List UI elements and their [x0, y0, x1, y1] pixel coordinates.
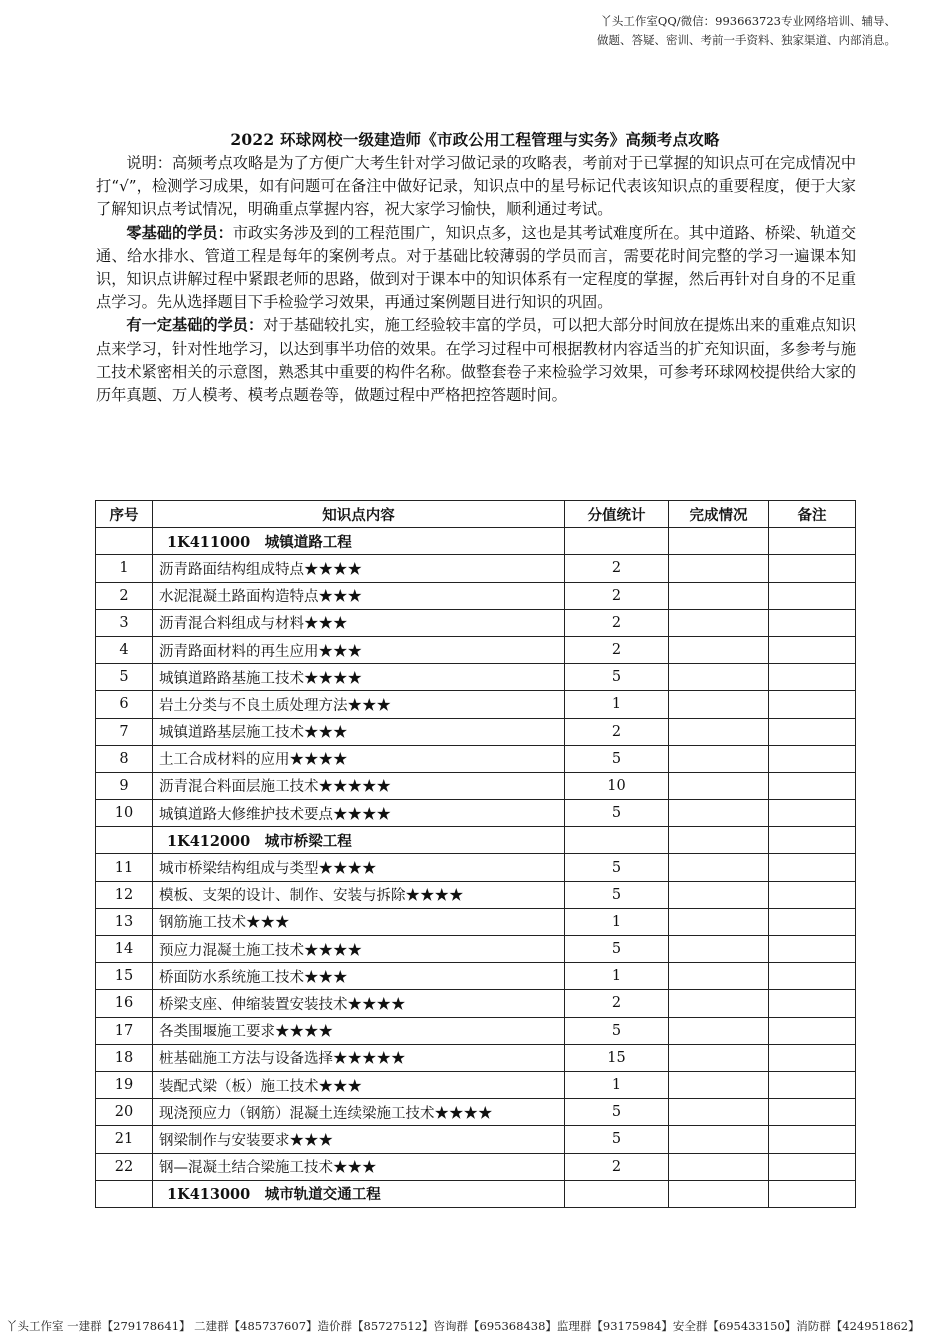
completion-cell[interactable] — [669, 1071, 769, 1098]
completion-cell[interactable] — [669, 691, 769, 718]
row-number: 6 — [96, 691, 153, 718]
table-row — [96, 555, 856, 582]
completion-cell[interactable] — [669, 1180, 769, 1207]
table-row — [96, 1099, 856, 1126]
knowledge-point: 土工合成材料的应用★★★★ — [153, 745, 565, 772]
note-cell[interactable] — [769, 800, 856, 827]
score-value: 2 — [565, 1153, 669, 1180]
table-row — [96, 1071, 856, 1098]
intro-text — [96, 152, 856, 407]
score-value: 2 — [565, 990, 669, 1017]
row-number: 14 — [96, 936, 153, 963]
row-number: 11 — [96, 854, 153, 881]
completion-cell[interactable] — [669, 827, 769, 854]
note-cell[interactable] — [769, 1044, 856, 1071]
row-number: 19 — [96, 1071, 153, 1098]
completion-cell[interactable] — [669, 772, 769, 799]
note-cell[interactable] — [769, 1017, 856, 1044]
row-number: 1 — [96, 555, 153, 582]
row-number: 7 — [96, 718, 153, 745]
some-basis-label: 有一定基础的学员： — [126, 316, 264, 335]
completion-cell[interactable] — [669, 990, 769, 1017]
completion-cell[interactable] — [669, 1153, 769, 1180]
knowledge-point: 沥青混合料面层施工技术★★★★★ — [153, 772, 565, 799]
knowledge-point: 城市桥梁结构组成与类型★★★★ — [153, 854, 565, 881]
row-number: 15 — [96, 963, 153, 990]
row-number: 10 — [96, 800, 153, 827]
note-cell[interactable] — [769, 881, 856, 908]
completion-cell[interactable] — [669, 908, 769, 935]
knowledge-point: 预应力混凝土施工技术★★★★ — [153, 936, 565, 963]
knowledge-point: 模板、支架的设计、制作、安装与拆除★★★★ — [153, 881, 565, 908]
note-cell[interactable] — [769, 990, 856, 1017]
row-number: 13 — [96, 908, 153, 935]
score-value: 5 — [565, 936, 669, 963]
note-cell[interactable] — [769, 691, 856, 718]
table-row — [96, 963, 856, 990]
row-number: 16 — [96, 990, 153, 1017]
footer-groups: 丫头工作室 一建群【279178641】 二建群【485737607】造价群【85727512】咨询群【695368438】监理群【93175984】安全群【695433150】消防群【424951862】 — [6, 1319, 920, 1333]
knowledge-point: 装配式梁（板）施工技术★★★ — [153, 1071, 565, 1098]
intro-paragraph-2 — [96, 222, 856, 315]
zero-basis-label: 零基础的学员： — [126, 223, 233, 242]
completion-cell[interactable] — [669, 582, 769, 609]
row-number: 17 — [96, 1017, 153, 1044]
table-row — [96, 636, 856, 663]
knowledge-point: 钢梁制作与安装要求★★★ — [153, 1126, 565, 1153]
score-value: 1 — [565, 691, 669, 718]
completion-cell[interactable] — [669, 1099, 769, 1126]
row-number: 18 — [96, 1044, 153, 1071]
score-value: 10 — [565, 772, 669, 799]
score-value: 2 — [565, 636, 669, 663]
knowledge-table — [95, 500, 856, 1208]
row-number: 21 — [96, 1126, 153, 1153]
header-note — [376, 12, 896, 50]
completion-cell[interactable] — [669, 528, 769, 555]
header-note: 备注 — [769, 501, 856, 528]
table-row — [96, 664, 856, 691]
score-value: 2 — [565, 609, 669, 636]
score-value: 5 — [565, 881, 669, 908]
zero-basis-text: 市政实务涉及到的工程范围广，知识点多，这也是其考试难度所在。其中道路、桥梁、轨道交通、给水排水、管道工程是每年的案例考点。对于基础比较薄弱的学员而言，需要花时间完整的学习一遍课本知识，知识点讲解过程中紧跟老师的思路，做到对于课本中的知识体系有一定程度的掌握，然后再针对自身的不足重点学习。先从选择题目下手检验学习效果，再通过案例题目进行知识的巩固。 — [96, 223, 857, 312]
table-row — [96, 800, 856, 827]
knowledge-point: 水泥混凝土路面构造特点★★★ — [153, 582, 565, 609]
row-number: 4 — [96, 636, 153, 663]
table-row — [96, 745, 856, 772]
table-row — [96, 609, 856, 636]
row-number: 3 — [96, 609, 153, 636]
row-number: 8 — [96, 745, 153, 772]
knowledge-point: 沥青混合料组成与材料★★★ — [153, 609, 565, 636]
row-number: 12 — [96, 881, 153, 908]
row-number — [96, 528, 153, 555]
knowledge-point: 沥青路面材料的再生应用★★★ — [153, 636, 565, 663]
score-value: 5 — [565, 1017, 669, 1044]
table-row — [96, 881, 856, 908]
header-no: 序号 — [96, 501, 153, 528]
table-row — [96, 1126, 856, 1153]
note-cell[interactable] — [769, 664, 856, 691]
table-row — [96, 908, 856, 935]
score-value: 5 — [565, 800, 669, 827]
score-value — [565, 528, 669, 555]
completion-cell[interactable] — [669, 963, 769, 990]
completion-cell[interactable] — [669, 1044, 769, 1071]
note-cell[interactable] — [769, 1126, 856, 1153]
score-value — [565, 1180, 669, 1207]
completion-cell[interactable] — [669, 718, 769, 745]
completion-cell[interactable] — [669, 555, 769, 582]
score-value: 5 — [565, 664, 669, 691]
knowledge-point: 城镇道路大修维护技术要点★★★★ — [153, 800, 565, 827]
score-value: 2 — [565, 555, 669, 582]
row-number: 20 — [96, 1099, 153, 1126]
section-row — [96, 827, 856, 854]
score-value: 5 — [565, 1126, 669, 1153]
completion-cell[interactable] — [669, 881, 769, 908]
note-cell[interactable] — [769, 1180, 856, 1207]
knowledge-point: 现浇预应力（钢筋）混凝土连续梁施工技术★★★★ — [153, 1099, 565, 1126]
table-row — [96, 772, 856, 799]
knowledge-point: 桩基础施工方法与设备选择★★★★★ — [153, 1044, 565, 1071]
header-line-2: 做题、答疑、密训、考前一手资料、独家渠道、内部消息。 — [597, 33, 896, 47]
note-cell[interactable] — [769, 745, 856, 772]
note-cell[interactable] — [769, 854, 856, 881]
page-title: 2022 环球网校一级建造师《市政公用工程管理与实务》高频考点攻略 — [230, 130, 720, 149]
header-content: 知识点内容 — [153, 501, 565, 528]
score-value: 2 — [565, 718, 669, 745]
table-row — [96, 990, 856, 1017]
knowledge-point: 1K411000 城镇道路工程 — [153, 528, 565, 555]
score-value: 2 — [565, 582, 669, 609]
note-cell[interactable] — [769, 1071, 856, 1098]
note-cell[interactable] — [769, 582, 856, 609]
table-row — [96, 936, 856, 963]
knowledge-point: 城镇道路基层施工技术★★★ — [153, 718, 565, 745]
knowledge-point: 钢—混凝土结合梁施工技术★★★ — [153, 1153, 565, 1180]
section-row — [96, 1180, 856, 1207]
table-row — [96, 1153, 856, 1180]
completion-cell[interactable] — [669, 636, 769, 663]
table-row — [96, 854, 856, 881]
knowledge-point: 岩土分类与不良土质处理方法★★★ — [153, 691, 565, 718]
score-value: 1 — [565, 1071, 669, 1098]
header-score: 分值统计 — [565, 501, 669, 528]
row-number — [96, 827, 153, 854]
note-cell[interactable] — [769, 1099, 856, 1126]
score-value: 1 — [565, 963, 669, 990]
table-row — [96, 1044, 856, 1071]
row-number: 22 — [96, 1153, 153, 1180]
note-cell[interactable] — [769, 636, 856, 663]
knowledge-point: 沥青路面结构组成特点★★★★ — [153, 555, 565, 582]
score-value: 5 — [565, 1099, 669, 1126]
knowledge-point: 1K412000 城市桥梁工程 — [153, 827, 565, 854]
knowledge-point: 城镇道路路基施工技术★★★★ — [153, 664, 565, 691]
note-cell[interactable] — [769, 963, 856, 990]
note-cell[interactable] — [769, 1153, 856, 1180]
note-cell[interactable] — [769, 528, 856, 555]
table-row — [96, 691, 856, 718]
note-cell[interactable] — [769, 936, 856, 963]
note-cell[interactable] — [769, 827, 856, 854]
score-value — [565, 827, 669, 854]
row-number: 9 — [96, 772, 153, 799]
section-row — [96, 528, 856, 555]
intro-paragraph-1: 说明：高频考点攻略是为了方便广大考生针对学习做记录的攻略表，考前对于已掌握的知识点可在完成情况中打“√”，检测学习成果，如有问题可在备注中做好记录，知识点中的星号标记代表该知识点的重要程度，便于大家了解知识点考试情况，明确重点掌握内容，祝大家学习愉快，顺利通过考试。 — [96, 154, 856, 219]
knowledge-point: 1K413000 城市轨道交通工程 — [153, 1180, 565, 1207]
completion-cell[interactable] — [669, 1017, 769, 1044]
note-cell[interactable] — [769, 718, 856, 745]
knowledge-point: 各类围堰施工要求★★★★ — [153, 1017, 565, 1044]
table-row — [96, 582, 856, 609]
score-value: 5 — [565, 854, 669, 881]
note-cell[interactable] — [769, 908, 856, 935]
completion-cell[interactable] — [669, 1126, 769, 1153]
row-number — [96, 1180, 153, 1207]
completion-cell[interactable] — [669, 664, 769, 691]
knowledge-point: 桥面防水系统施工技术★★★ — [153, 963, 565, 990]
completion-cell[interactable] — [669, 936, 769, 963]
completion-cell[interactable] — [669, 609, 769, 636]
table-header-row — [96, 501, 856, 528]
note-cell[interactable] — [769, 609, 856, 636]
score-value: 15 — [565, 1044, 669, 1071]
note-cell[interactable] — [769, 555, 856, 582]
knowledge-point: 钢筋施工技术★★★ — [153, 908, 565, 935]
note-cell[interactable] — [769, 772, 856, 799]
some-basis-text: 对于基础较扎实，施工经验较丰富的学员，可以把大部分时间放在提炼出来的重难点知识点来学习，针对性地学习，以达到事半功倍的效果。在学习过程中可根据教材内容适当的扩充知识面，多参考与施工技术紧密相关的示意图，熟悉其中重要的构件名称。做整套卷子来检验学习效果，可参考环球网校提供给大家的历年真题、万人模考、模考点题卷等，做题过程中严格把控答题时间。 — [96, 316, 857, 405]
completion-cell[interactable] — [669, 800, 769, 827]
header-status: 完成情况 — [669, 501, 769, 528]
knowledge-point: 桥梁支座、伸缩装置安装技术★★★★ — [153, 990, 565, 1017]
table-row — [96, 718, 856, 745]
completion-cell[interactable] — [669, 745, 769, 772]
score-value: 1 — [565, 908, 669, 935]
row-number: 2 — [96, 582, 153, 609]
intro-paragraph-3 — [96, 314, 856, 407]
table-row — [96, 1017, 856, 1044]
completion-cell[interactable] — [669, 854, 769, 881]
row-number: 5 — [96, 664, 153, 691]
header-line-1: 丫头工作室QQ/微信：993663723专业网络培训、辅导、 — [600, 14, 896, 28]
score-value: 5 — [565, 745, 669, 772]
